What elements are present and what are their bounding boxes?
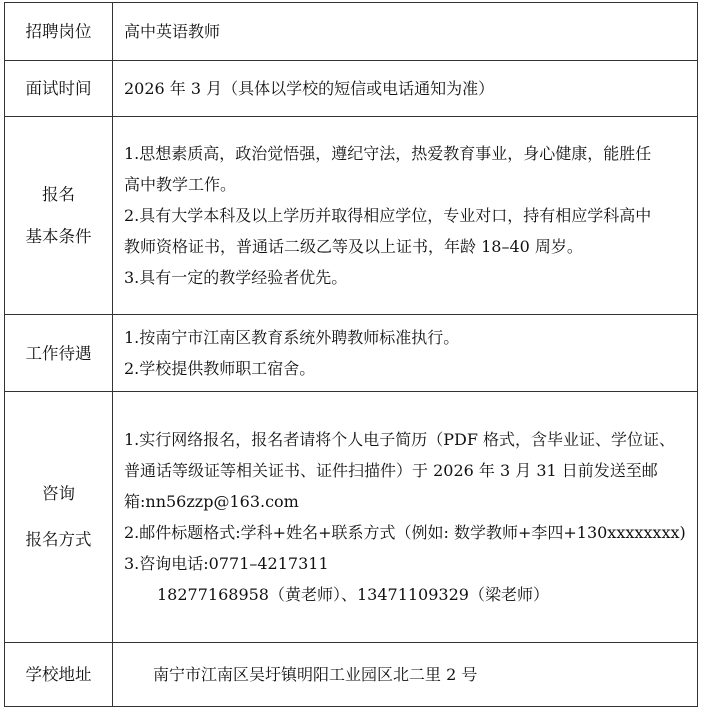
content-line: 3.具有一定的教学经验者优先。 (124, 268, 348, 287)
label-text: 报名方式 (25, 530, 92, 549)
recruitment-info-table (4, 2, 698, 707)
content-line: 2.学校提供教师职工宿舍。 (124, 359, 316, 378)
row-school-address (5, 643, 698, 707)
row-content (113, 315, 698, 392)
content-line: 2026 年 3 月（具体以学校的短信或电话通知为准） (124, 79, 495, 98)
content-line: 教师资格证书，普通话二级乙等及以上证书，年龄 18–40 周岁。 (124, 237, 583, 256)
content-line: 普通话等级证等相关证书、证件扫描件）于 2026 年 3 月 31 日前发送至邮 (124, 461, 658, 480)
content-line: 1.按南宁市江南区教育系统外聘教师标准执行。 (124, 328, 460, 347)
row-position (5, 3, 698, 61)
row-label (5, 3, 113, 61)
label-text: 报名 (42, 184, 75, 204)
address-line: 南宁市江南区吴圩镇明阳工业园区北二里 2 号 (153, 665, 478, 684)
row-interview-time (5, 61, 698, 117)
content-line: 1.思想素质高，政治觉悟强，遵纪守法，热爱教育事业，身心健康，能胜任 (124, 144, 652, 163)
content-line: 高中教学工作。 (124, 175, 237, 194)
label-text: 面试时间 (25, 79, 92, 98)
content-line: 2.具有大学本科及以上学历并取得相应学位，专业对口，持有相应学科高中 (124, 206, 652, 225)
row-application-method (5, 392, 698, 643)
label-text: 基本条件 (25, 226, 92, 246)
row-label (5, 61, 113, 117)
row-label (5, 392, 113, 643)
label-text: 咨询 (42, 484, 75, 503)
mobile-contacts-line: 18277168958（黄老师）、13471109329（梁老师） (157, 585, 549, 604)
content-line: 高中英语教师 (124, 22, 221, 41)
phone-line: 3.咨询电话:0771–4217311 (124, 554, 329, 573)
row-label (5, 117, 113, 315)
label-text: 学校地址 (25, 665, 92, 684)
email-line: 箱:nn56zzp@163.com (124, 492, 299, 511)
content-line: 1.实行网络报名，报名者请将个人电子简历（PDF 格式，含毕业证、学位证、 (124, 430, 676, 449)
row-content (113, 61, 698, 117)
label-text: 招聘岗位 (25, 22, 92, 41)
row-label (5, 643, 113, 707)
content-line: 2.邮件标题格式:学科+姓名+联系方式（例如: 数学教师+李四+130xxxxxxxx) (124, 523, 686, 542)
row-requirements (5, 117, 698, 315)
row-content (113, 643, 698, 707)
row-label (5, 315, 113, 392)
row-content (113, 117, 698, 315)
row-content (113, 392, 698, 643)
row-benefits (5, 315, 698, 392)
label-text: 工作待遇 (25, 343, 92, 363)
row-content (113, 3, 698, 61)
